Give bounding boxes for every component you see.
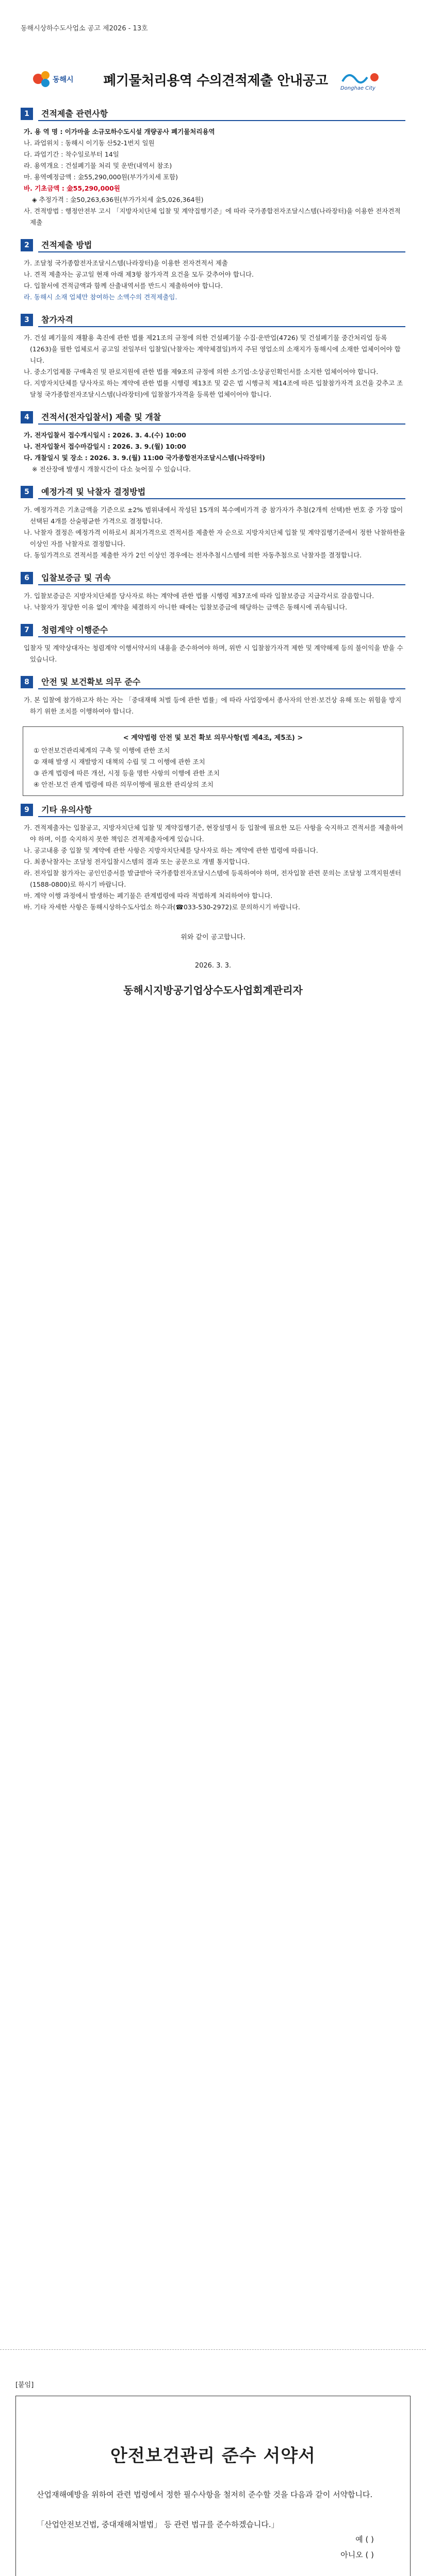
section-title: 청렴계약 이행준수 <box>38 622 405 637</box>
section-line: 나. 중소기업제품 구매촉진 및 판로지원에 관한 법률 제9조의 규정에 의한 소기업·소상공인확인서를 소지한 업체이어야 합니다. <box>24 368 379 376</box>
section-line: 가. 입찰보증금은 지방자치단체를 당사자로 하는 계약에 관한 법률 시행령 제37조에 따라 입찰보증금 지급각서로 갈음합니다. <box>24 592 374 600</box>
section-line: 나. 공고내용 중 입찰 및 계약에 관한 사항은 지방자치단체를 당사자로 하는 계약에 관한 법령에 따릅니다. <box>24 846 318 854</box>
section-header <box>21 484 405 499</box>
section-title: 안전 및 보건확보 의무 준수 <box>38 674 405 689</box>
section-line: 가. 견적제출자는 입찰공고, 지방자치단체 입찰 및 계약집행기준, 현장설명서 등 입찰에 필요한 모든 사항을 숙지하고 견적서를 제출하여야 하며, 이를 숙지하지 못한 책임은 견적제출자에게 있습니다. <box>24 824 403 843</box>
section-line: ◈ 추정가격 : 金50,263,636원(부가가치세 金5,026,364원) <box>32 196 204 204</box>
section-number: 2 <box>21 239 33 251</box>
section-line: 바. 기타 자세한 사항은 동해시상하수도사업소 하수과(☎033-530-2972)로 문의하시기 바랍니다. <box>24 903 301 911</box>
section-line: 나. 견적 제출자는 공고일 현재 아래 제3항 참가자격 요건을 모두 갖추어야 합니다. <box>24 270 254 278</box>
section-line: 다. 입찰서에 견적금액과 함께 산출내역서를 반드시 제출하여야 합니다. <box>24 282 223 290</box>
section-header <box>21 238 405 252</box>
section-number: 8 <box>21 676 33 688</box>
section-line: 다. 개찰일시 및 장소 : 2026. 3. 9.(월) 11:00 국가종합전자조달시스템(나라장터) <box>24 454 265 462</box>
section-header <box>21 622 405 637</box>
section-line: 나. 낙찰자 결정은 예정가격 이하로서 최저가격으로 견적서를 제출한 자 순으로 지방자치단체 입찰 및 계약집행기준에서 정한 낙찰하한율 이상인 자를 낙찰자로 결정합니다. <box>24 529 405 548</box>
section-title: 견적제출 방법 <box>38 238 405 252</box>
notice-content <box>21 103 405 997</box>
section-5 <box>21 484 405 561</box>
section-9 <box>21 802 405 913</box>
closing-text: 위와 같이 공고합니다. <box>181 934 245 941</box>
obligation-box-title: < 계약법령 안전 및 보건 확보 의무사항(법 제4조, 제5조) > <box>123 734 303 742</box>
section-number: 3 <box>21 314 33 326</box>
section-8 <box>21 674 405 717</box>
pledge-form <box>15 2396 411 2576</box>
section-title: 견적제출 관련사항 <box>38 106 405 121</box>
page-title: 폐기물처리용역 수의견적제출 안내공고 <box>103 73 328 89</box>
section-number: 6 <box>21 572 33 584</box>
obligation-item: ① 안전보건관리체계의 구축 및 이행에 관한 조치 <box>34 747 170 754</box>
section-line: 가. 용 역 명 : 이가마을 소규모하수도시설 개량공사 폐기물처리용역 <box>24 128 215 135</box>
notice-number: 동해시상하수도사업소 공고 제2026 - 13호 <box>21 25 148 32</box>
section-line: 라. 동해시 소재 업체만 참여하는 소액수의 견적제출임. <box>24 293 177 301</box>
section-header <box>21 570 405 585</box>
left-logo-text: 동해시 <box>53 76 74 84</box>
section-1 <box>21 106 405 228</box>
donghae-logo-right <box>338 66 395 92</box>
section-line: 나. 과업위치 : 동해시 이기동 산52-1번지 일원 <box>24 139 155 147</box>
separator <box>0 2349 426 2357</box>
section-line: 다. 동일가격으로 견적서를 제출한 자가 2인 이상인 경우에는 전자추첨시스템에 의한 자동추첨으로 낙찰자를 결정합니다. <box>24 551 362 559</box>
section-number: 1 <box>21 108 33 120</box>
section-line: 입찰자 및 계약상대자는 청렴계약 이행서약서의 내용을 준수하여야 하며, 위반 시 입찰참가자격 제한 및 계약해제 등의 불이익을 받을 수 있습니다. <box>24 644 403 663</box>
section-7 <box>21 622 405 665</box>
section-line: 라. 용역개요 : 건설폐기물 처리 및 운반(내역서 참조) <box>24 162 172 170</box>
section-6 <box>21 570 405 613</box>
pledge-yes: 예 ( ) <box>355 2535 374 2544</box>
section-number: 7 <box>21 624 33 636</box>
section-title: 입찰보증금 및 귀속 <box>38 570 405 585</box>
section-title: 예정가격 및 낙찰자 결정방법 <box>38 484 405 499</box>
header <box>31 61 395 98</box>
section-line: 바. 기초금액 : 金55,290,000원 <box>24 184 120 192</box>
section-line: 다. 최종낙찰자는 조달청 전자입찰시스템의 결과 또는 공문으로 개별 통지합니다. <box>24 858 250 866</box>
section-title: 기타 유의사항 <box>38 802 405 817</box>
attachment-label: [붙임] <box>15 2381 34 2389</box>
section-line: 라. 전자입찰 참가자는 공인인증서를 발급받아 국가종합전자조달시스템에 등록하여야 하며, 전자입찰 관련 문의는 조달청 고객지원센터(1588-0800)로 하시기 바랍니다. <box>24 869 401 888</box>
section-line: 가. 건설 폐기물의 재활용 촉진에 관한 법률 제21조의 규정에 의한 건설폐기물 수집·운반업(4726) 및 건설폐기물 중간처리업 등록(1263)을 필한 업체로서 공고일 전일부터 입찰일(낙찰자는 계약체결일)까지 주된 영업소의 소재지가 동해시에 소재한 업체이어야 합니다. <box>24 334 401 364</box>
obligation-item: ④ 안전·보건 관계 법령에 따른 의무이행에 필요한 관리상의 조치 <box>34 781 214 788</box>
donghae-logo-left <box>31 66 93 92</box>
right-logo-text: Donghae City <box>340 86 375 91</box>
obligation-box <box>23 726 403 796</box>
section-line: 다. 지방자치단체를 당사자로 하는 계약에 관한 법률 시행령 제13조 및 같은 법 시행규칙 제14조에 따른 입찰참가자격 요건을 갖추고 조달청 국가종합전자조달시스템(나라장터)에 입찰참가자격을 등록한 업체이어야 합니다. <box>24 379 403 398</box>
section-title: 참가자격 <box>38 312 405 327</box>
section-number: 4 <box>21 411 33 423</box>
issuing-agency: 동해시지방공기업상수도사업회계관리자 <box>123 984 303 996</box>
pledge-quote: 「산업안전보건법, 중대재해처벌법」 등 관련 법규를 준수하겠습니다.」 <box>37 2520 279 2529</box>
section-line: 마. 계약 이행 과정에서 발생하는 폐기물은 관계법령에 따라 적법하게 처리하여야 합니다. <box>24 892 273 900</box>
pledge-no: 아니오 ( ) <box>340 2550 374 2560</box>
section-line: 가. 전자입찰서 접수개시일시 : 2026. 3. 4.(수) 10:00 <box>24 431 186 439</box>
section-line: 나. 낙찰자가 정당한 이유 없이 계약을 체결하지 아니한 때에는 입찰보증금에 해당하는 금액은 동해시에 귀속됩니다. <box>24 603 348 611</box>
notice-date: 2026. 3. 3. <box>194 962 232 970</box>
section-header <box>21 802 405 817</box>
section-line: 가. 본 입찰에 참가하고자 하는 자는 「중대재해 처벌 등에 관한 법률」에 따라 사업장에서 종사자의 안전·보건상 유해 또는 위험을 방지하기 위한 조치를 이행하여야 합니다. <box>24 696 402 715</box>
section-line: ※ 전산장애 발생시 개찰시간이 다소 늦어질 수 있습니다. <box>32 465 191 473</box>
section-2 <box>21 238 405 303</box>
pledge-title: 안전보건관리 준수 서약서 <box>110 2446 316 2466</box>
section-line: 가. 예정가격은 기초금액을 기준으로 ±2% 범위내에서 작성된 15개의 복수예비가격 중 참가자가 추첨(2개씩 선택)한 번호 중 가장 많이 선택된 4개를 산술평균한 가격으로 결정합니다. <box>24 506 403 525</box>
section-line: 가. 조달청 국가종합전자조달시스템(나라장터)을 이용한 전자견적서 제출 <box>24 259 228 267</box>
section-header <box>21 106 405 121</box>
section-line: 다. 과업기간 : 착수일로부터 14일 <box>24 150 119 158</box>
obligation-item: ③ 관계 법령에 따른 개선, 시정 등을 명한 사항의 이행에 관한 조치 <box>34 769 220 777</box>
obligation-item: ② 재해 발생 시 재발방지 대책의 수립 및 그 이행에 관한 조치 <box>34 758 205 766</box>
section-number: 5 <box>21 486 33 498</box>
pledge-paragraph-1: 산업재해예방을 위하여 관련 법령에서 정한 필수사항을 철저히 준수할 것을 다음과 같이 서약합니다. <box>37 2490 373 2499</box>
section-header <box>21 674 405 689</box>
section-header <box>21 410 405 425</box>
section-line: 사. 견적방법 : 행정안전부 고시 「지방자치단체 입찰 및 계약집행기준」에 따라 국가종합전자조달시스템(나라장터)을 이용한 전자견적제출 <box>24 207 401 226</box>
section-header <box>21 312 405 327</box>
section-4 <box>21 410 405 475</box>
section-3 <box>21 312 405 400</box>
section-title: 견적서(전자입찰서) 제출 및 개찰 <box>38 410 405 425</box>
section-line: 나. 전자입찰서 접수마감일시 : 2026. 3. 9.(월) 10:00 <box>24 443 186 450</box>
section-line: 마. 용역예정금액 : 金55,290,000원(부가가치세 포함) <box>24 173 178 181</box>
section-number: 9 <box>21 804 33 816</box>
